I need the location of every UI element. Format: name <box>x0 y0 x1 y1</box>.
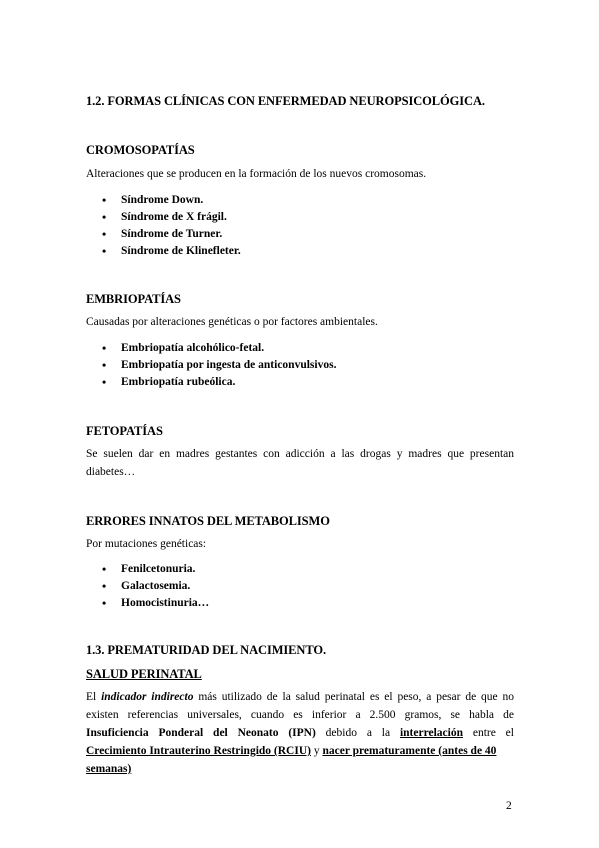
paragraph-line-3 <box>86 727 514 739</box>
list-item: • Galactosemia. <box>102 578 209 595</box>
list-item: • Homocistinuria… <box>102 595 209 612</box>
section-1-3-title: 1.3. PREMATURIDAD DEL NACIMIENTO. <box>86 643 327 657</box>
errores-heading: ERRORES INNATOS DEL METABOLISMO <box>86 514 330 528</box>
text-run: nacer prematuramente (antes de 40 <box>322 745 497 757</box>
paragraph-line-1 <box>86 691 514 703</box>
list-item: • Embriopatía rubeólica. <box>102 374 336 391</box>
text-run: Insuficiencia Ponderal del Neonato (IPN) <box>86 727 316 739</box>
list-item: • Embriopatía por ingesta de anticonvulsivos. <box>102 357 336 374</box>
text-run: Crecimiento Intrauterino Restringido (RCIU) <box>86 745 311 757</box>
list-item: • Fenilcetonuria. <box>102 561 209 578</box>
text-run: El <box>86 691 102 703</box>
errores-intro: Por mutaciones genéticas: <box>86 538 207 550</box>
cromosopatias-list <box>102 192 241 260</box>
fetopatias-line-2: diabetes… <box>86 466 136 478</box>
list-item: • Síndrome de Klinefleter. <box>102 243 241 260</box>
text-run: más utilizado de la salud perinatal es el peso, a pesar de que no <box>193 691 514 703</box>
paragraph-line-4 <box>86 745 514 757</box>
paragraph-line-5: semanas) <box>86 763 132 775</box>
embriopatias-heading: EMBRIOPATÍAS <box>86 292 181 306</box>
errores-list <box>102 561 209 612</box>
section-1-2-title: 1.2. FORMAS CLÍNICAS CON ENFERMEDAD NEUROPSICOLÓGICA. <box>86 94 485 108</box>
cromosopatias-intro: Alteraciones que se producen en la formación de los nuevos cromosomas. <box>86 168 427 180</box>
paragraph-line-2: existen referencias universales, cuando es inferior a 2.500 gramos, se habla de <box>86 709 514 721</box>
text-run: interrelación <box>399 727 463 739</box>
fetopatias-heading: FETOPATÍAS <box>86 424 163 438</box>
fetopatias-line-1: Se suelen dar en madres gestantes con adicción a las drogas y madres que presentan <box>86 448 514 460</box>
list-item: • Embriopatía alcohólico-fetal. <box>102 340 336 357</box>
page-number: 2 <box>506 800 512 812</box>
cromosopatias-heading: CROMOSOPATÍAS <box>86 143 195 157</box>
embriopatias-intro: Causadas por alteraciones genéticas o por factores ambientales. <box>86 316 378 328</box>
list-item: • Síndrome Down. <box>102 192 241 209</box>
text-run: debido a la <box>315 727 400 739</box>
salud-perinatal-heading: SALUD PERINATAL <box>86 667 202 681</box>
text-run: indicador indirecto <box>101 691 194 703</box>
list-item: • Síndrome de X frágil. <box>102 209 241 226</box>
text-run: entre el <box>462 727 514 739</box>
text-run: y <box>310 745 323 757</box>
list-item: • Síndrome de Turner. <box>102 226 241 243</box>
embriopatias-list <box>102 340 336 391</box>
